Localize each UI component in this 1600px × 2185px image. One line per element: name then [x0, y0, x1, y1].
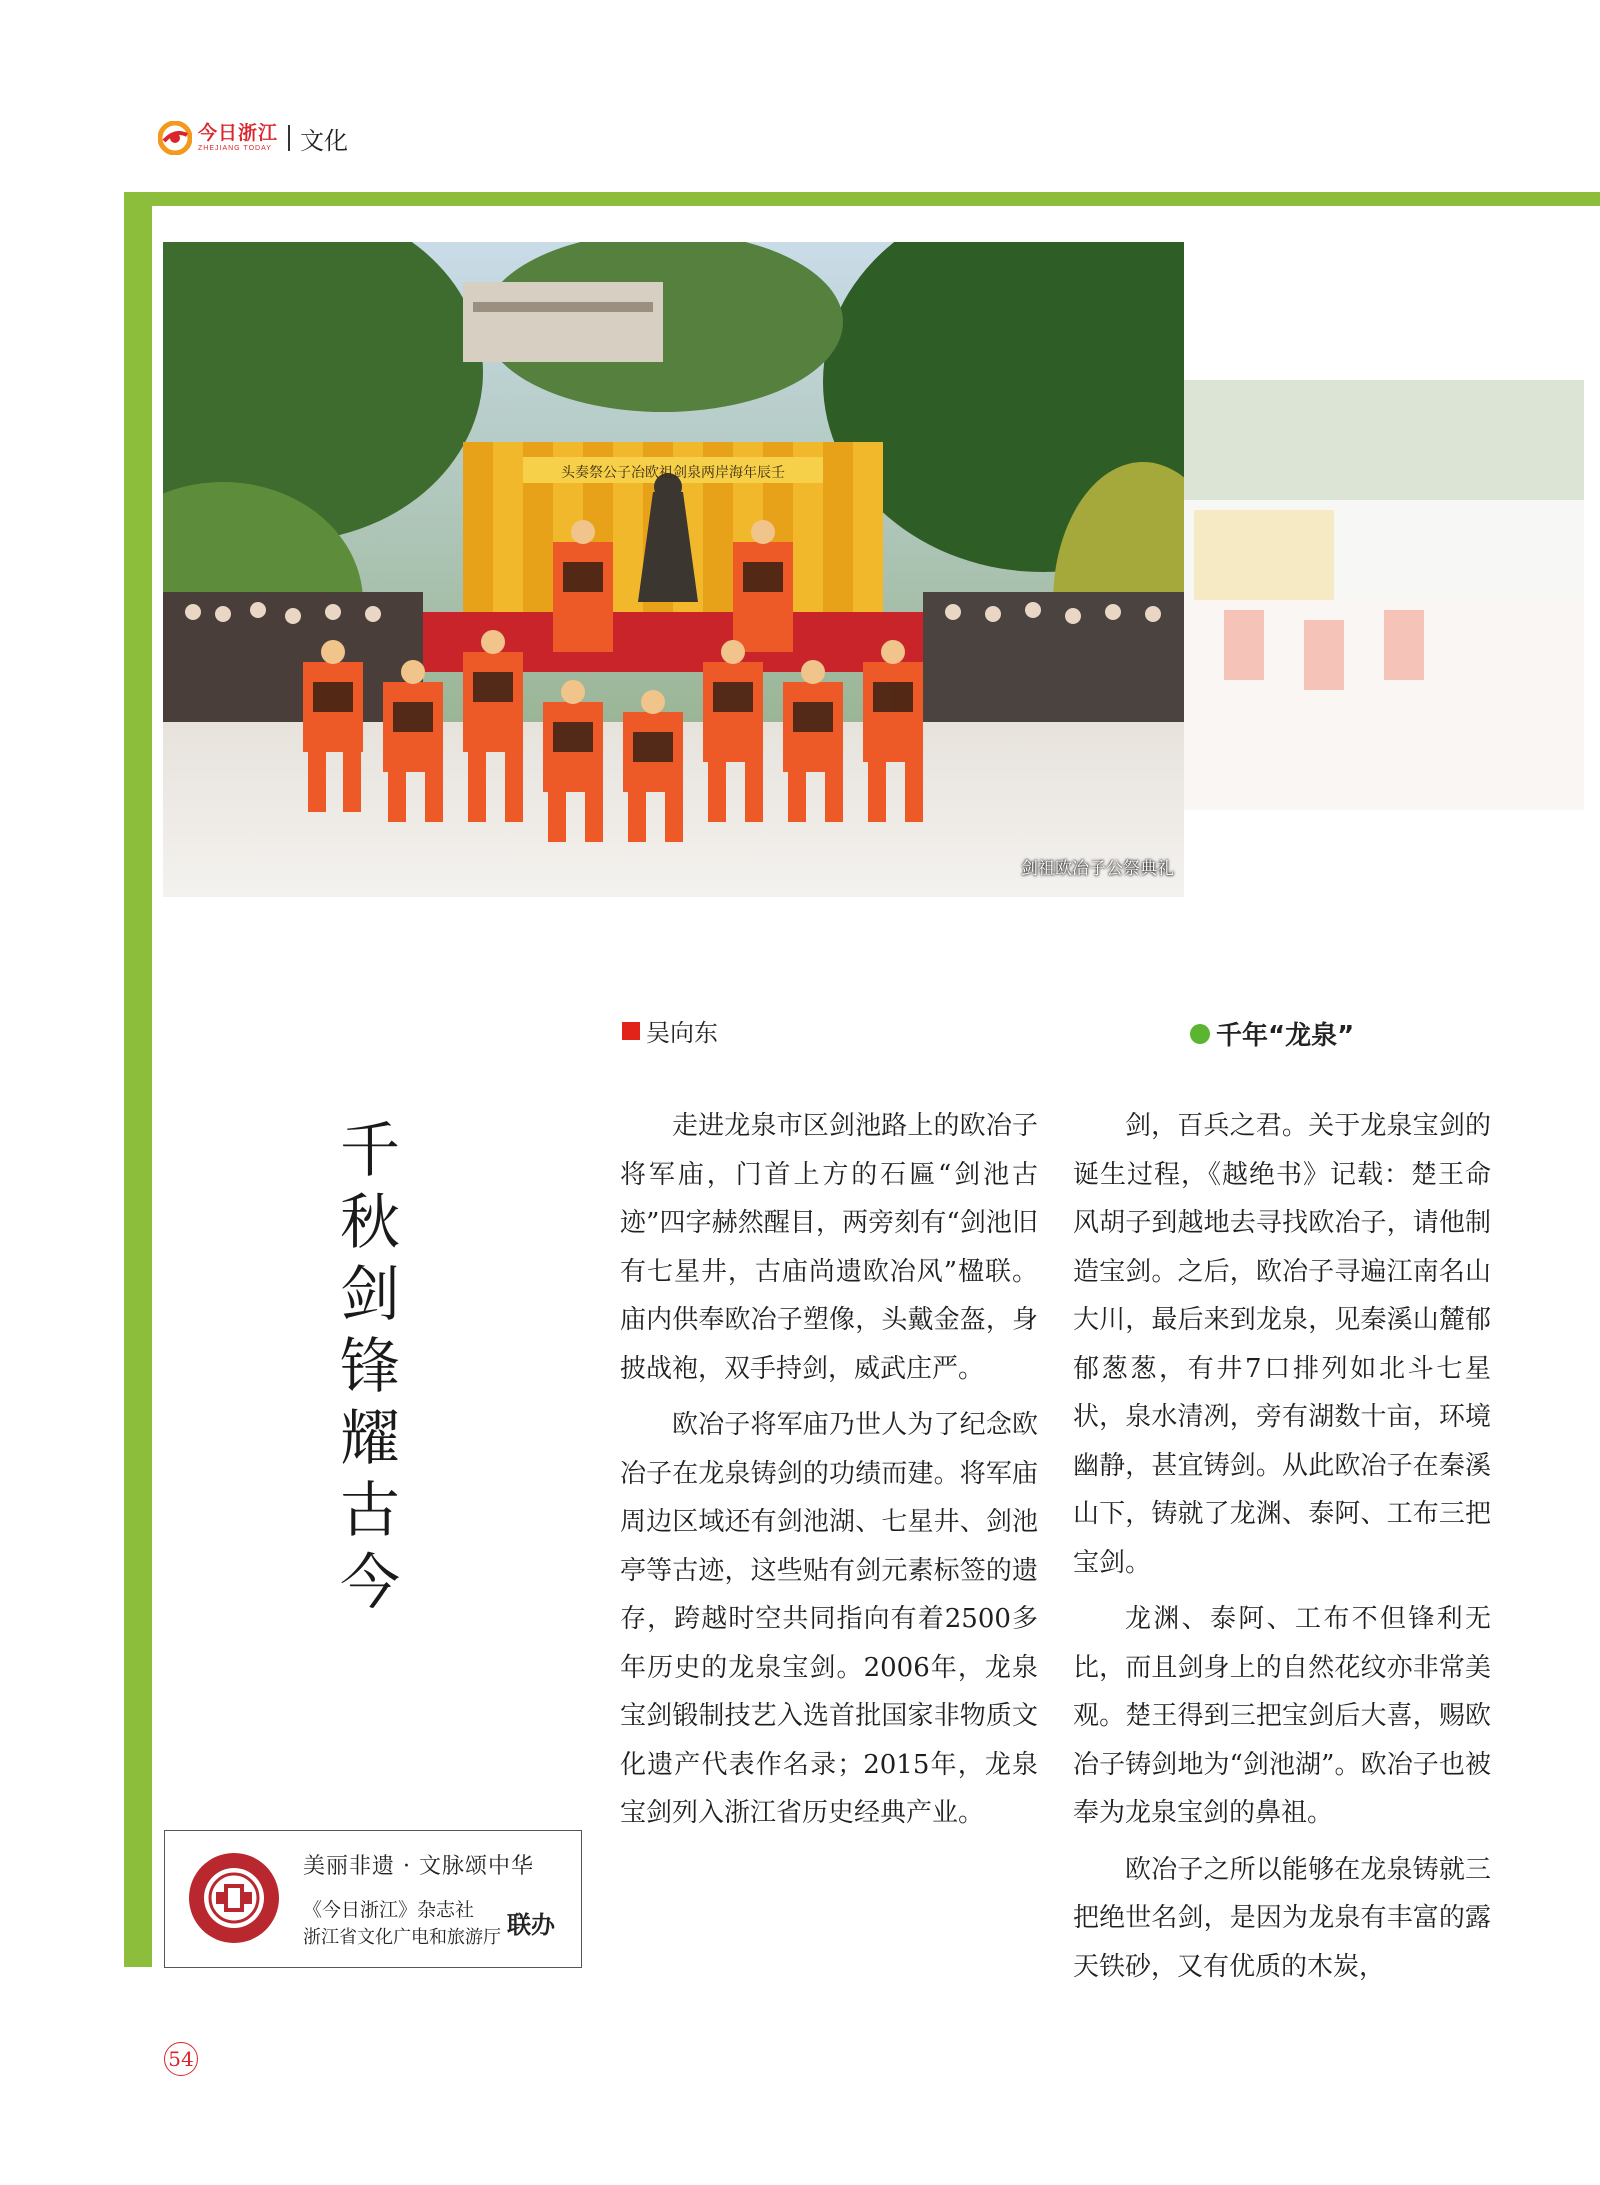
logo-en: ZHEJIANG TODAY — [198, 145, 272, 152]
title-char: 剑 — [340, 1260, 400, 1330]
logo-icon — [158, 121, 192, 155]
body-column-2 — [1073, 1102, 1491, 1999]
green-frame-top — [124, 192, 1600, 206]
section-subhead — [1190, 1015, 1354, 1052]
title-char: 耀 — [340, 1404, 400, 1474]
page-number: 54 — [164, 2042, 198, 2076]
paragraph: 走进龙泉市区剑池路上的欧冶子将军庙，门首上方的石匾“剑池古迹”四字赫然醒目，两旁刻有“剑池旧有七星井，古庙尚遗欧冶风”楹联。庙内供奉欧冶子塑像，头戴金盔，身披战袍，双手持剑，威武庄严。 — [620, 1111, 1038, 1384]
heritage-seal-icon — [187, 1851, 281, 1945]
article-title — [330, 1115, 410, 1619]
paragraph: 欧冶子将军庙乃世人为了纪念欧冶子在龙泉铸剑的功绩而建。将军庙周边区域还有剑池湖、七星井、剑池亭等古迹，这些贴有剑元素标签的遗存，跨越时空共同指向有着2500多年历史的龙泉宝剑。2006年，龙泉宝剑锻制技艺入选首批国家非物质文化遗产代表作名录；2015年，龙泉宝剑列入浙江省历史经典产业。 — [620, 1410, 1038, 1828]
faded-photo — [1184, 380, 1584, 810]
title-char: 千 — [340, 1116, 400, 1186]
paragraph: 剑，百兵之君。关于龙泉宝剑的诞生过程，《越绝书》记载：楚王命风胡子到越地去寻找欧冶子，请他制造宝剑。之后，欧冶子寻遍江南名山大川，最后来到龙泉，见秦溪山麓郁郁葱葱，有井7口排列如北斗七星状，泉水清冽，旁有湖数十亩，环境幽静，甚宜铸剑。从此欧冶子在秦溪山下，铸就了龙渊、泰阿、工布三把宝剑。 — [1073, 1111, 1491, 1578]
header-divider — [288, 125, 290, 151]
green-frame-left — [124, 192, 152, 1967]
byline-square-icon — [622, 1022, 640, 1040]
sponsor-publisher: 《今日浙江》杂志社 — [303, 1899, 475, 1921]
paragraph: 龙渊、泰阿、工布不但锋利无比，而且剑身上的自然花纹亦非常美观。楚王得到三把宝剑后大喜，赐欧冶子铸剑地为“剑池湖”。欧冶子也被奉为龙泉宝剑的鼻祖。 — [1073, 1604, 1491, 1828]
author-name: 吴向东 — [646, 1019, 718, 1047]
section-label: 文化 — [300, 126, 349, 155]
subhead-text: 千年“龙泉” — [1216, 1021, 1355, 1051]
sponsor-box — [164, 1830, 582, 1968]
byline — [622, 1013, 718, 1048]
title-char: 古 — [340, 1476, 400, 1546]
title-char: 秋 — [340, 1188, 400, 1258]
title-char: 今 — [340, 1548, 400, 1618]
title-char: 锋 — [340, 1332, 400, 1402]
logo-wordmark — [198, 124, 278, 152]
photo-caption: 剑祖欧冶子公祭典礼 — [1021, 859, 1174, 879]
paragraph: 欧冶子之所以能够在龙泉铸就三把绝世名剑，是因为龙泉有丰富的露天铁砂，又有优质的木炭， — [1073, 1854, 1491, 1982]
masthead — [158, 118, 348, 158]
banner-text: 头奏祭公子冶欧祖剑泉两岸海年辰壬 — [561, 465, 785, 481]
ceremony-photo — [163, 242, 1184, 897]
sponsor-slogan: 美丽非遗 · 文脉颂中华 — [303, 1854, 534, 1879]
sponsor-department: 浙江省文化广电和旅游厅 — [303, 1927, 501, 1948]
body-column-1 — [620, 1102, 1038, 1846]
subhead-dot-icon — [1190, 1024, 1210, 1044]
logo-cn: 今日浙江 — [198, 122, 279, 144]
sponsor-joint-label: 联办 — [507, 1911, 555, 1939]
